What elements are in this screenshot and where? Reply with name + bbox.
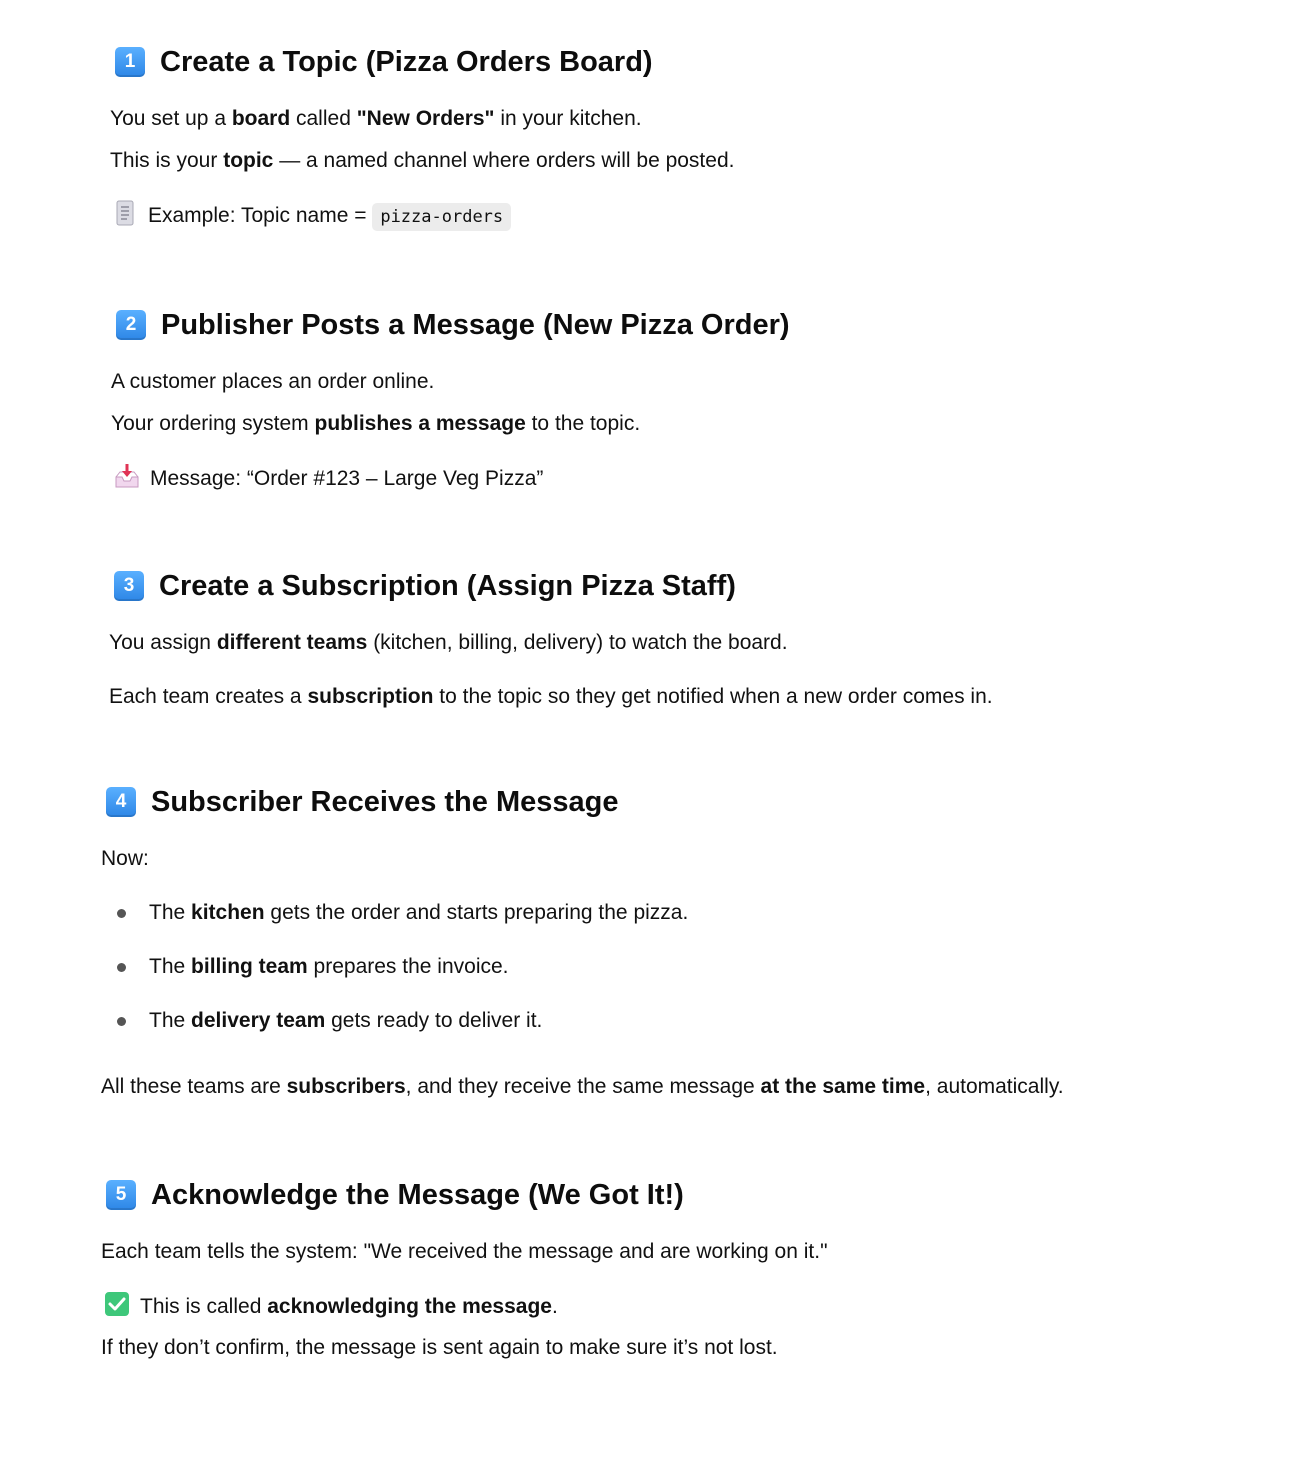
section-4-intro: Now: bbox=[101, 847, 149, 870]
keycap-3-icon: 3 bbox=[114, 571, 144, 601]
keycap-1-icon: 1 bbox=[115, 47, 145, 77]
section-5-para-3: If they don’t confirm, the message is sent again to make sure it’s not lost. bbox=[101, 1336, 778, 1359]
section-3-heading bbox=[114, 566, 736, 606]
section-5-para-2: This is called acknowledging the message. bbox=[104, 1291, 558, 1326]
section-3-para-2: Each team creates a subscription to the topic so they get notified when a new order comes in. bbox=[109, 685, 993, 708]
section-2-para-1: A customer places an order online. bbox=[111, 370, 435, 393]
section-1-para-2: This is your topic — a named channel where orders will be posted. bbox=[110, 149, 735, 172]
receipt-icon bbox=[114, 200, 138, 235]
bullet-icon bbox=[117, 963, 126, 972]
section-4-title: Subscriber Receives the Message bbox=[151, 786, 619, 818]
section-4-summary: All these teams are subscribers, and they receive the same message at the same time, automatically. bbox=[101, 1075, 1064, 1098]
list-item: The billing team prepares the invoice. bbox=[149, 952, 688, 1006]
section-5-title: Acknowledge the Message (We Got It!) bbox=[151, 1179, 684, 1211]
list-item: The delivery team gets ready to deliver it. bbox=[149, 1006, 688, 1060]
section-1-para-1: You set up a board called "New Orders" in your kitchen. bbox=[110, 107, 642, 130]
keycap-2-icon: 2 bbox=[116, 310, 146, 340]
section-2-title: Publisher Posts a Message (New Pizza Order) bbox=[161, 309, 790, 341]
subscriber-list bbox=[149, 898, 688, 1060]
section-3-title: Create a Subscription (Assign Pizza Staff) bbox=[159, 570, 736, 602]
section-1-heading bbox=[115, 42, 653, 82]
inbox-tray-icon bbox=[114, 463, 140, 498]
section-5-para-1: Each team tells the system: "We received the message and are working on it." bbox=[101, 1240, 828, 1263]
section-3-para-1: You assign different teams (kitchen, billing, delivery) to watch the board. bbox=[109, 631, 788, 654]
keycap-5-icon: 5 bbox=[106, 1180, 136, 1210]
topic-name-code: pizza-orders bbox=[372, 203, 511, 231]
section-5-heading bbox=[106, 1175, 684, 1215]
check-mark-icon bbox=[104, 1291, 130, 1326]
section-4-heading bbox=[106, 782, 618, 822]
section-2-para-2: Your ordering system publishes a message to the topic. bbox=[111, 412, 641, 435]
section-1-example: Example: Topic name = pizza-orders bbox=[114, 200, 511, 235]
section-2-heading bbox=[116, 305, 790, 345]
keycap-4-icon: 4 bbox=[106, 787, 136, 817]
bullet-icon bbox=[117, 909, 126, 918]
section-2-message: Message: “Order #123 – Large Veg Pizza” bbox=[114, 463, 543, 498]
list-item: The kitchen gets the order and starts preparing the pizza. bbox=[149, 898, 688, 952]
bullet-icon bbox=[117, 1017, 126, 1026]
section-1-title: Create a Topic (Pizza Orders Board) bbox=[160, 46, 653, 78]
